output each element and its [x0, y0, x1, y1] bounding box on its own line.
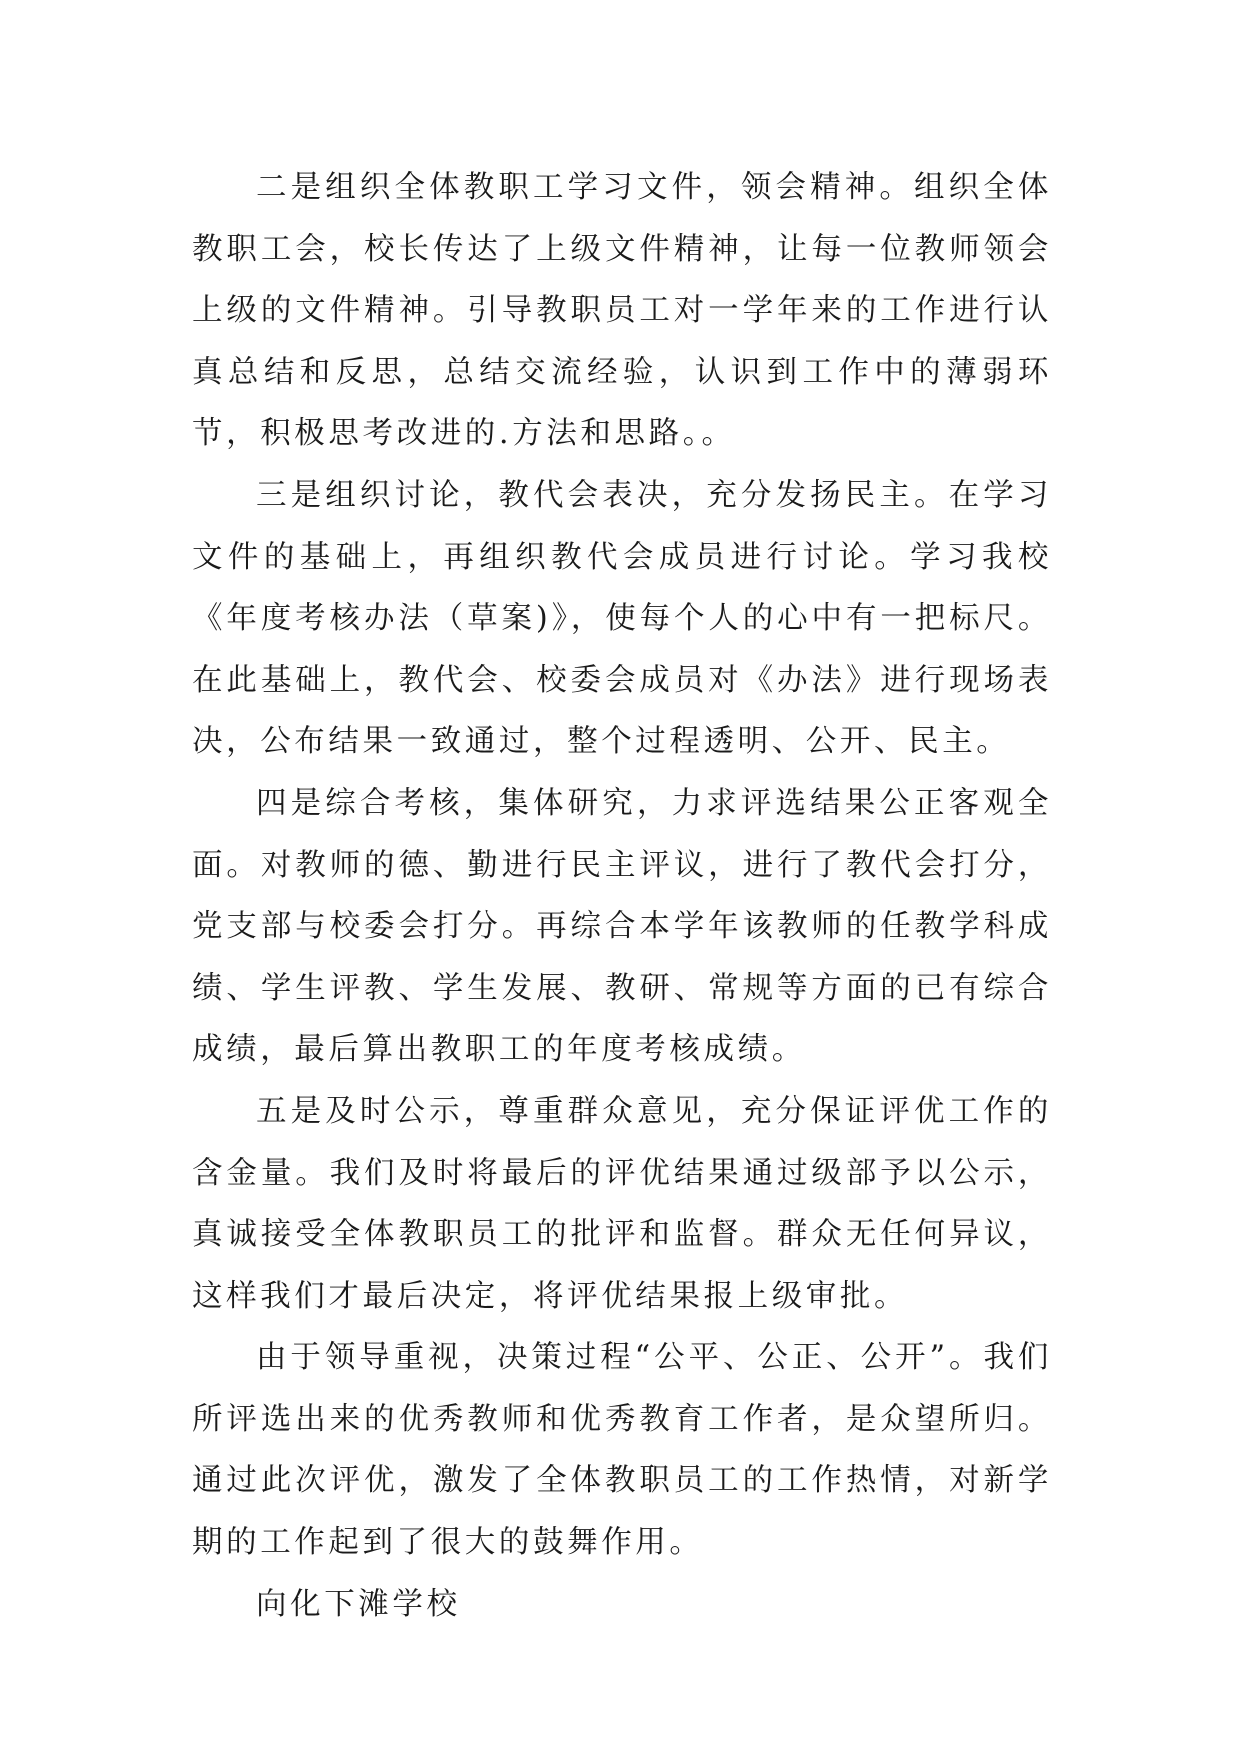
- paragraph-conclusion: 由于领导重视，决策过程“公平、公正、公开”。我们所评选出来的优秀教师和优秀教育工作者，是众望所归。通过此次评优，激发了全体教职员工的工作热情，对新学期的工作起到了很大的鼓舞作用。: [192, 1340, 1052, 1561]
- paragraph-3-discussion-vote: 三是组织讨论，教代会表决，充分发扬民主。在学习文件的基础上，再组织教代会成员进行讨论。学习我校《年度考核办法（草案)》，使每个人的心中有一把标尺。在此基础上，教代会、校委会成员对《办法》进行现场表决，公布结果一致通过，整个过程透明、公开、民主。: [192, 477, 1052, 760]
- document-body: [192, 157, 1052, 1635]
- paragraph-2-organize-study: 二是组织全体教职工学习文件，领会精神。组织全体教职工会，校长传达了上级文件精神，让每一位教师领会上级的文件精神。引导教职员工对一学年来的工作进行认真总结和反思，总结交流经验，认识到工作中的薄弱环节，积极思考改进的.方法和思路。。: [192, 170, 1052, 452]
- paragraph-5-public-notice: 五是及时公示，尊重群众意见，充分保证评优工作的含金量。我们及时将最后的评优结果通过级部予以公示，真诚接受全体教职员工的批评和监督。群众无任何异议，这样我们才最后决定，将评优结果报上级审批。: [192, 1093, 1052, 1314]
- school-signature: 向化下滩学校: [256, 1586, 461, 1622]
- paragraph-4-comprehensive-assessment: 四是综合考核，集体研究，力求评选结果公正客观全面。对教师的德、勤进行民主评议，进行了教代会打分，党支部与校委会打分。再综合本学年该教师的任教学科成绩、学生评教、学生发展、教研、常规等方面的已有综合成绩，最后算出教职工的年度考核成绩。: [192, 785, 1052, 1068]
